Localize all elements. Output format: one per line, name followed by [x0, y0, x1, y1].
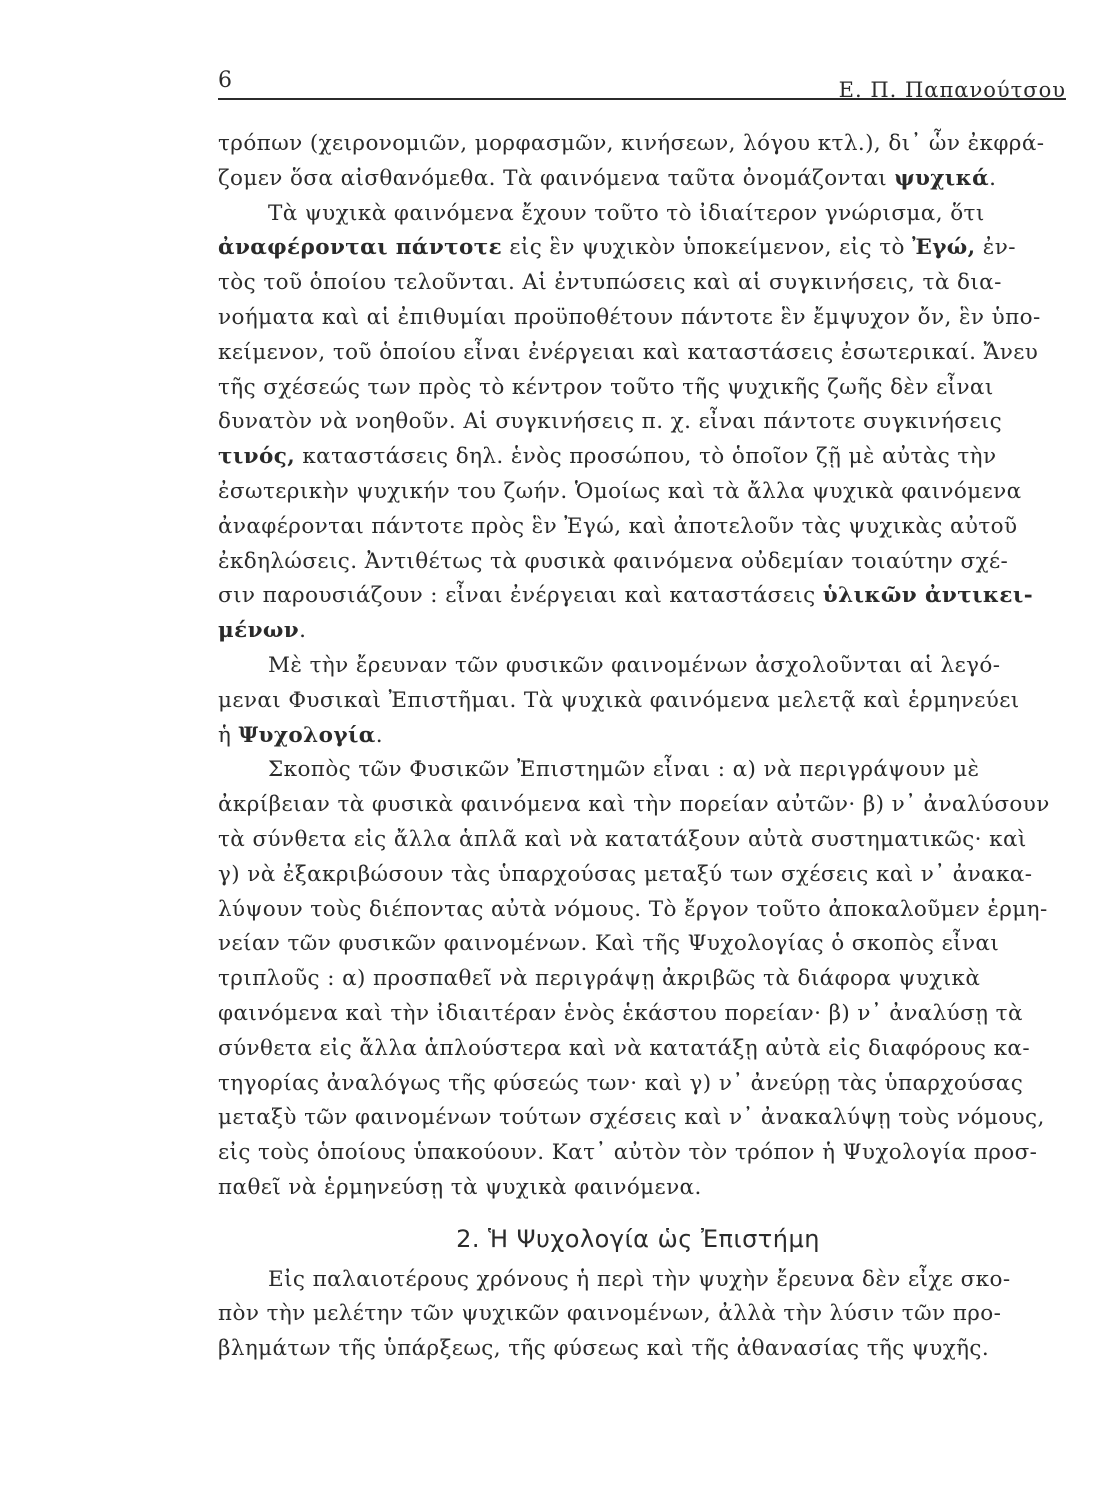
text-line: κείμενον, τοῦ ὁποίου εἶναι ἐνέργειαι καὶ καταστάσεις ἐσωτερικαί. Ἄνευ [218, 339, 1039, 365]
text-line: γ) νὰ ἐξακριβώσουν τὰς ὑπαρχούσας μεταξύ των σχέσεις καὶ ν᾽ ἀνακα- [218, 861, 1033, 887]
text-line: δυνατὸν νὰ νοηθοῦν. Αἱ συγκινήσεις π. χ. εἶναι πάντοτε συγκινήσεις [218, 409, 1003, 435]
text-line: τηγορίας ἀναλόγως τῆς φύσεώς των· καὶ γ) ν᾽ ἀνεύρῃ τὰς ὑπαρχούσας [218, 1070, 1024, 1096]
text-line: μένων. [218, 618, 307, 644]
text-line: μεναι Φυσικαὶ Ἐπιστῆμαι. Τὰ ψυχικὰ φαινόμενα μελετᾷ καὶ ἑρμηνεύει [218, 687, 1020, 713]
text-line: ἐκδηλώσεις. Ἀντιθέτως τὰ φυσικὰ φαινόμενα οὐδεμίαν τοιαύτην σχέ- [218, 548, 1009, 574]
text-line: λύψουν τοὺς διέποντας αὐτὰ νόμους. Τὸ ἔργον τοῦτο ἀποκαλοῦμεν ἑρμη- [218, 896, 1048, 922]
emphasis-psychologia: Ψυχολογία [238, 722, 376, 748]
text-line: Μὲ τὴν ἔρευναν τῶν φυσικῶν φαινομένων ἀσχολοῦνται αἱ λεγό- [268, 652, 1001, 678]
text-line: τῆς σχέσεώς των πρὸς τὸ κέντρον τοῦτο τῆς ψυχικῆς ζωῆς δὲν εἶναι [218, 374, 994, 400]
text-line: σιν παρουσιάζουν : εἶναι ἐνέργειαι καὶ καταστάσεις ὑλικῶν ἀντικει- [218, 583, 1034, 609]
paragraph-1-continuation [218, 127, 1066, 197]
text-line: νείαν τῶν φυσικῶν φαινομένων. Καὶ τῆς Ψυχολογίας ὁ σκοπὸς εἶναι [218, 931, 1000, 957]
text-line: βλημάτων τῆς ὑπάρξεως, τῆς φύσεως καὶ τῆς ἀθανασίας τῆς ψυχῆς. [218, 1336, 990, 1362]
text-line: νοήματα καὶ αἱ ἐπιθυμίαι προϋποθέτουν πάντοτε ἓν ἔμψυχον ὄν, ἓν ὑπο- [218, 304, 1041, 330]
text-line: εἰς τοὺς ὁποίους ὑπακούουν. Κατ᾽ αὐτὸν τὸν τρόπον ἡ Ψυχολογία προσ- [218, 1140, 1038, 1166]
text-line: ἡ Ψυχολογία. [218, 722, 383, 748]
header-rule [218, 98, 1066, 100]
text-line: μεταξὺ τῶν φαινομένων τούτων σχέσεις καὶ ν᾽ ἀνακαλύψῃ τοὺς νόμους, [218, 1105, 1045, 1131]
emphasis-anaferontai: ἀναφέρονται πάντοτε [218, 235, 503, 261]
paragraph-2 [218, 197, 1066, 649]
text-line: σύνθετα εἰς ἄλλα ἁπλούστερα καὶ νὰ κατατάξῃ αὐτὰ εἰς διαφόρους κα- [218, 1035, 1031, 1061]
body-text [218, 127, 1066, 1367]
text-line: ἀκρίβειαν τὰ φυσικὰ φαινόμενα καὶ τὴν πορείαν αὐτῶν· β) ν᾽ ἀναλύσουν [218, 792, 1050, 818]
text-line: ἀναφέρονται πάντοτε πρὸς ἓν Ἐγώ, καὶ ἀποτελοῦν τὰς ψυχικὰς αὐτοῦ [218, 513, 1018, 539]
emphasis-ego: Ἐγώ, [912, 235, 976, 261]
text-line: πὸν τὴν μελέτην τῶν ψυχικῶν φαινομένων, ἀλλὰ τὴν λύσιν τῶν προ- [218, 1301, 1002, 1327]
paragraph-4 [218, 753, 1066, 1205]
emphasis-ylikon: ὑλικῶν ἀντικει- [822, 583, 1034, 609]
text-line: παθεῖ νὰ ἑρμηνεύσῃ τὰ ψυχικὰ φαινόμενα. [218, 1174, 702, 1200]
text-line: τριπλοῦς : α) προσπαθεῖ νὰ περιγράψῃ ἀκριβῶς τὰ διάφορα ψυχικὰ [218, 966, 981, 992]
text-line: τινός, καταστάσεις δηλ. ἑνὸς προσώπου, τὸ ὁποῖον ζῇ μὲ αὐτὰς τὴν [218, 444, 997, 470]
emphasis-menon: μένων [218, 618, 300, 644]
text-line: ἐσωτερικὴν ψυχικήν του ζωήν. Ὁμοίως καὶ τὰ ἄλλα ψυχικὰ φαινόμενα [218, 478, 1022, 504]
text-line: ἀναφέρονται πάντοτε εἰς ἓν ψυχικὸν ὑποκείμενον, εἰς τὸ Ἐγώ, ἐν- [218, 235, 1016, 261]
section-number: 2. [456, 1224, 480, 1253]
section-heading [218, 1222, 1066, 1257]
emphasis-psychika: ψυχικά [894, 165, 990, 191]
text-line: φαινόμενα καὶ τὴν ἰδιαιτέραν ἑνὸς ἑκάστου πορείαν· β) ν᾽ ἀναλύσῃ τὰ [218, 1000, 1023, 1026]
paragraph-5 [218, 1263, 1066, 1367]
text-line: Εἰς παλαιοτέρους χρόνους ἡ περὶ τὴν ψυχὴν ἔρευνα δὲν εἶχε σκο- [268, 1266, 1011, 1292]
emphasis-tinos: τινός, [218, 444, 296, 470]
paragraph-3 [218, 649, 1066, 753]
section-title: Ἡ Ψυχολογία ὡς Ἐπιστήμη [487, 1224, 820, 1253]
text-line: τὰ σύνθετα εἰς ἄλλα ἁπλᾶ καὶ νὰ κατατάξουν αὐτὰ συστηματικῶς· καὶ [218, 826, 1027, 852]
page-number: 6 [218, 68, 232, 93]
text-line: ζομεν ὅσα αἰσθανόμεθα. Τὰ φαινόμενα ταῦτα ὀνομάζονται ψυχικά. [218, 165, 997, 191]
text-line: τὸς τοῦ ὁποίου τελοῦνται. Αἱ ἐντυπώσεις καὶ αἱ συγκινήσεις, τὰ δια- [218, 270, 1002, 296]
text-line: Τὰ ψυχικὰ φαινόμενα ἔχουν τοῦτο τὸ ἰδιαίτερον γνώρισμα, ὅτι [268, 200, 985, 226]
text-line: τρόπων (χειρονομιῶν, μορφασμῶν, κινήσεων, λόγου κτλ.), δι᾽ ὧν ἐκφρά- [218, 131, 1045, 156]
running-head: Ε. Π. Παπανούτσου [838, 78, 1066, 102]
text-line: Σκοπὸς τῶν Φυσικῶν Ἐπιστημῶν εἶναι : α) νὰ περιγράψουν μὲ [268, 757, 980, 783]
